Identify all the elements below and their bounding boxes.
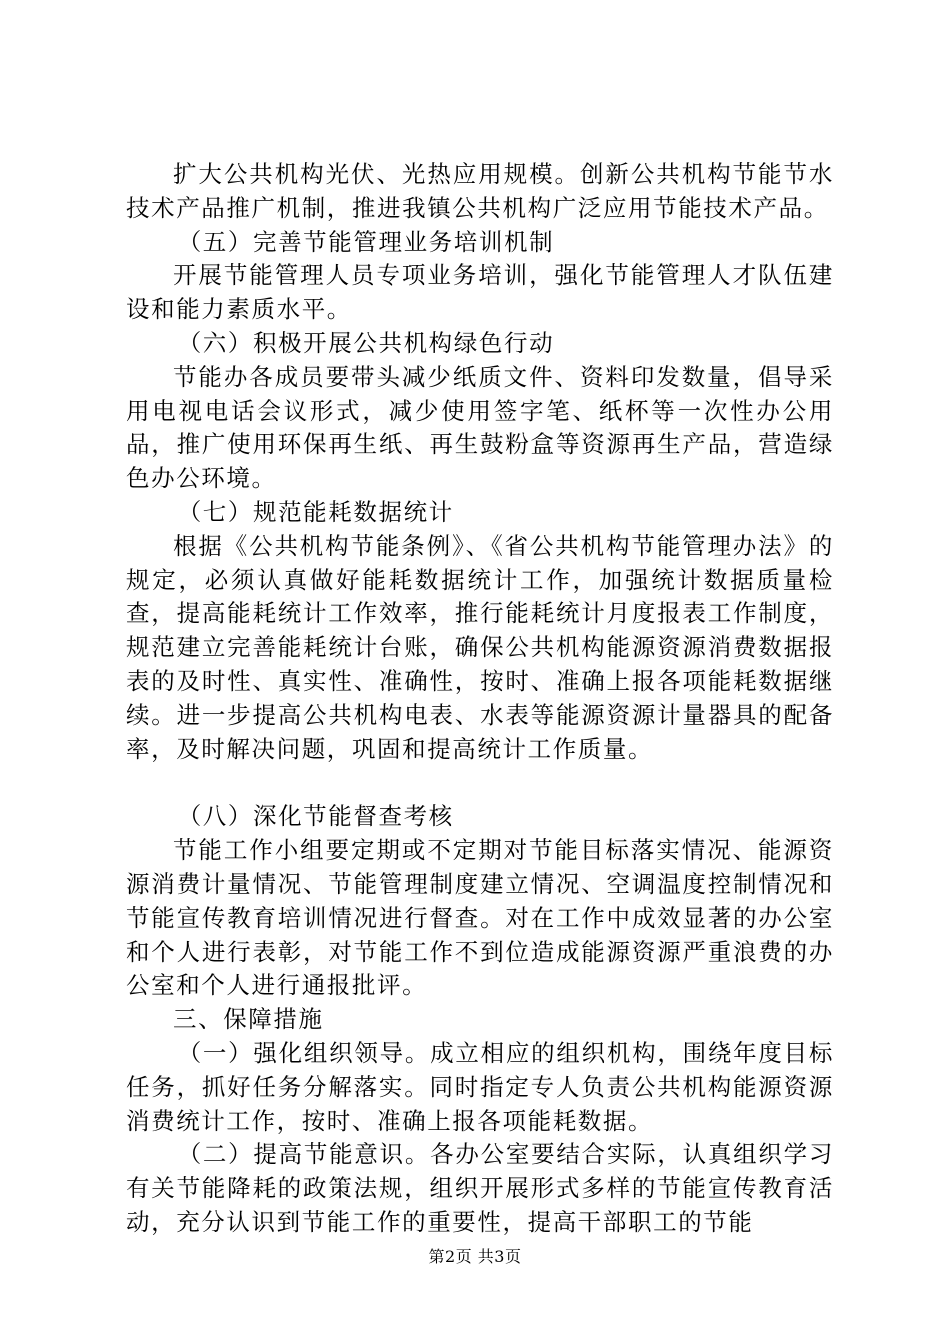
page-footer: 第2页 共3页 — [428, 1247, 522, 1266]
section-heading-8: （八）深化节能督查考核 — [177, 802, 454, 831]
paragraph-3: 节能办各成员要带头减少纸质文件、资料印发数量，倡导采用电视电话会议形式，减少使用签字笔、纸杯等一次性办公用品，推广使用环保再生纸、再生鼓粉盒等资源再生产品，营造绿色办公环境。 — [126, 362, 834, 493]
paragraph-1: 扩大公共机构光伏、光热应用规模。创新公共机构节能节水技术产品推广机制，推进我镇公共机构广泛应用节能技术产品。 — [126, 160, 834, 222]
document-body — [126, 158, 834, 1240]
section-heading-6: （六）积极开展公共机构绿色行动 — [177, 328, 555, 357]
paragraph-2: 开展节能管理人员专项业务培训，强化节能管理人才队伍建设和能力素质水平。 — [126, 261, 834, 324]
section-heading-7: （七）规范能耗数据统计 — [177, 497, 454, 526]
paragraph-7: （二）提高节能意识。各办公室要结合实际，认真组织学习有关节能降耗的政策法规，组织开展形式多样的节能宣传教育活动，充分认识到节能工作的重要性，提高干部职工的节能 — [126, 1140, 834, 1236]
paragraph-4: 根据《公共机构节能条例》、《省公共机构节能管理办法》的规定，必须认真做好能耗数据统计工作，加强统计数据质量检查，提高能耗统计工作效率，推行能耗统计月度报表工作制度，规范建立完善能耗统计台账，确保公共机构能源资源消费数据报表的及时性、真实性、准确性，按时、准确上报各项能耗数据继续。进一步提高公共机构电表、水表等能源资源计量器具的配备率，及时解决问题，巩固和提高统计工作质量。 — [126, 531, 834, 763]
paragraph-6: （一）强化组织领导。成立相应的组织机构，围绕年度目标任务，抓好任务分解落实。同时指定专人负责公共机构能源资源消费统计工作，按时、准确上报各项能耗数据。 — [126, 1038, 834, 1135]
paragraph-5: 节能工作小组要定期或不定期对节能目标落实情况、能源资源消费计量情况、节能管理制度建立情况、空调温度控制情况和节能宣传教育培训情况进行督查。对在工作中成效显著的办公室和个人进行表彰，对节能工作不到位造成能源资源严重浪费的办公室和个人进行通报批评。 — [126, 836, 834, 1000]
section-heading-5: （五）完善节能管理业务培训机制 — [177, 227, 555, 256]
section-heading-3: 三、保障措施 — [173, 1005, 324, 1034]
